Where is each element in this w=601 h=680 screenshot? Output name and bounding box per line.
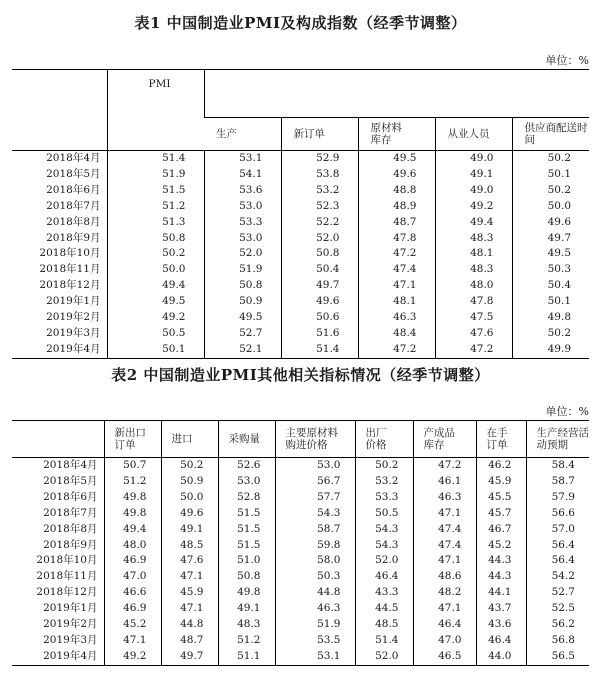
value-cell: 53.8	[281, 167, 358, 183]
value-cell: 50.1	[107, 342, 204, 358]
value-cell: 52.1	[204, 342, 281, 358]
value-cell: 53.0	[204, 199, 281, 215]
value-cell: 53.2	[355, 474, 413, 490]
table2-header-col-3-line1: 采购量	[228, 433, 260, 445]
value-cell: 48.0	[104, 538, 161, 554]
table1-header-col-2	[281, 118, 358, 151]
value-cell: 43.6	[476, 617, 526, 633]
table2-header-col-6	[413, 421, 476, 458]
value-cell: 49.1	[218, 601, 275, 617]
value-cell: 57.0	[526, 522, 589, 538]
value-cell: 51.6	[281, 326, 358, 342]
value-cell: 51.2	[218, 633, 275, 649]
value-cell: 49.2	[107, 310, 204, 326]
value-cell: 49.6	[512, 215, 589, 231]
value-cell: 49.4	[104, 522, 161, 538]
month-cell: 2019年2月	[43, 618, 98, 631]
table2-header-col-6-line2: 库存	[423, 439, 445, 451]
table1-header-col-3-line1: 原材料	[370, 122, 402, 134]
table-row	[12, 569, 589, 585]
table2-header-col-4	[275, 421, 355, 458]
value-cell: 49.5	[358, 151, 435, 167]
value-cell: 51.1	[218, 649, 275, 665]
value-cell: 51.3	[107, 215, 204, 231]
value-cell: 46.4	[355, 569, 413, 585]
table2-header-col-5-line1: 出厂	[365, 427, 387, 439]
value-cell: 44.0	[476, 649, 526, 665]
table-row	[12, 617, 589, 633]
value-cell: 44.3	[476, 569, 526, 585]
value-cell: 49.9	[512, 342, 589, 358]
value-cell: 51.4	[355, 633, 413, 649]
month-cell: 2019年3月	[43, 633, 98, 646]
value-cell: 47.2	[413, 458, 476, 474]
value-cell: 56.6	[526, 506, 589, 522]
value-cell: 50.1	[512, 294, 589, 310]
value-cell: 54.3	[355, 538, 413, 554]
table-row	[12, 294, 589, 310]
value-cell: 50.7	[104, 458, 161, 474]
value-cell: 58.0	[275, 553, 355, 569]
table-row	[12, 326, 589, 342]
table1-header-pmi: PMI	[107, 70, 204, 151]
value-cell: 49.6	[281, 294, 358, 310]
table1-title: 表1 中国制造业PMI及构成指数（经季节调整）	[134, 14, 467, 32]
value-cell: 46.5	[413, 649, 476, 665]
value-cell: 52.6	[218, 458, 275, 474]
value-cell: 48.0	[435, 278, 512, 294]
value-cell: 46.4	[413, 617, 476, 633]
month-cell: 2018年10月	[39, 247, 101, 260]
value-cell: 53.0	[275, 458, 355, 474]
value-cell: 51.4	[107, 151, 204, 167]
value-cell: 49.6	[161, 506, 218, 522]
table2-header-col-8-line2: 动预期	[536, 439, 568, 451]
value-cell: 50.0	[161, 490, 218, 506]
table2-header-col-1-line2: 订单	[114, 439, 136, 451]
value-cell: 50.8	[204, 278, 281, 294]
value-cell: 45.9	[476, 474, 526, 490]
table-row	[12, 553, 589, 569]
table-row	[12, 538, 589, 554]
table2-corner	[12, 421, 104, 458]
value-cell: 48.2	[413, 585, 476, 601]
month-cell: 2018年9月	[46, 231, 101, 244]
value-cell: 44.8	[275, 585, 355, 601]
table2-header-col-6-line1: 产成品	[423, 427, 455, 439]
value-cell: 50.8	[218, 569, 275, 585]
value-cell: 50.2	[512, 151, 589, 167]
table2-unit: 单位：%	[545, 405, 589, 418]
value-cell: 46.4	[476, 633, 526, 649]
value-cell: 48.5	[355, 617, 413, 633]
table-row	[12, 199, 589, 215]
table2-header-col-2	[161, 421, 218, 458]
table2-header-col-8	[526, 421, 589, 458]
value-cell: 45.2	[104, 617, 161, 633]
value-cell: 49.5	[512, 246, 589, 262]
value-cell: 50.2	[512, 183, 589, 199]
value-cell: 46.1	[413, 474, 476, 490]
value-cell: 47.1	[104, 633, 161, 649]
value-cell: 50.8	[107, 231, 204, 247]
value-cell: 43.3	[355, 585, 413, 601]
value-cell: 47.6	[435, 326, 512, 342]
table2-header-col-2-line1: 进口	[171, 433, 193, 445]
table-row	[12, 633, 589, 649]
value-cell: 52.7	[204, 326, 281, 342]
value-cell: 47.8	[358, 231, 435, 247]
table-row	[12, 310, 589, 326]
value-cell: 47.6	[161, 553, 218, 569]
value-cell: 46.7	[476, 522, 526, 538]
value-cell: 56.2	[526, 617, 589, 633]
month-cell: 2018年6月	[43, 490, 98, 503]
table-row	[12, 649, 589, 665]
table1-unit: 单位：%	[545, 54, 589, 67]
value-cell: 48.3	[435, 262, 512, 278]
value-cell: 53.1	[275, 649, 355, 665]
table2-header-col-5-line2: 价格	[365, 439, 387, 451]
month-cell: 2018年5月	[43, 474, 98, 487]
value-cell: 56.8	[526, 633, 589, 649]
value-cell: 48.1	[358, 294, 435, 310]
value-cell: 47.1	[413, 553, 476, 569]
month-cell: 2018年12月	[39, 279, 101, 292]
value-cell: 48.6	[413, 569, 476, 585]
value-cell: 47.4	[358, 262, 435, 278]
value-cell: 56.7	[275, 474, 355, 490]
table1-header-col-2-line1: 新订单	[293, 128, 325, 140]
table2-header-col-5	[355, 421, 413, 458]
value-cell: 52.3	[281, 199, 358, 215]
value-cell: 51.2	[104, 474, 161, 490]
value-cell: 47.0	[104, 569, 161, 585]
value-cell: 50.4	[281, 262, 358, 278]
table-row	[12, 522, 589, 538]
value-cell: 50.9	[204, 294, 281, 310]
value-cell: 49.0	[435, 151, 512, 167]
value-cell: 49.8	[104, 490, 161, 506]
value-cell: 50.0	[512, 199, 589, 215]
value-cell: 52.0	[355, 649, 413, 665]
value-cell: 47.4	[413, 538, 476, 554]
table2-header-col-7	[476, 421, 526, 458]
month-cell: 2019年2月	[46, 311, 101, 324]
table-row	[12, 278, 589, 294]
month-cell: 2019年1月	[46, 295, 101, 308]
value-cell: 44.8	[161, 617, 218, 633]
value-cell: 45.7	[476, 506, 526, 522]
table1-corner	[12, 70, 107, 151]
value-cell: 51.9	[107, 167, 204, 183]
value-cell: 44.5	[355, 601, 413, 617]
value-cell: 50.2	[161, 458, 218, 474]
value-cell: 53.1	[204, 151, 281, 167]
value-cell: 49.8	[104, 506, 161, 522]
value-cell: 47.1	[413, 506, 476, 522]
value-cell: 49.7	[161, 649, 218, 665]
table-row	[12, 151, 589, 167]
value-cell: 49.2	[435, 199, 512, 215]
value-cell: 56.5	[526, 649, 589, 665]
table1-header-col-5	[512, 118, 589, 151]
value-cell: 48.7	[161, 633, 218, 649]
value-cell: 50.4	[512, 278, 589, 294]
month-cell: 2018年11月	[39, 263, 101, 276]
value-cell: 51.2	[107, 199, 204, 215]
value-cell: 53.0	[218, 474, 275, 490]
value-cell: 48.9	[358, 199, 435, 215]
value-cell: 50.5	[355, 506, 413, 522]
table-row	[12, 342, 589, 358]
table-row	[12, 246, 589, 262]
month-cell: 2019年3月	[46, 326, 101, 339]
value-cell: 43.7	[476, 601, 526, 617]
value-cell: 47.2	[358, 342, 435, 358]
table-row	[12, 474, 589, 490]
table-row	[12, 215, 589, 231]
value-cell: 46.6	[104, 585, 161, 601]
value-cell: 54.3	[355, 522, 413, 538]
value-cell: 53.0	[204, 231, 281, 247]
value-cell: 53.2	[281, 183, 358, 199]
value-cell: 52.0	[281, 231, 358, 247]
value-cell: 47.1	[358, 278, 435, 294]
value-cell: 47.2	[435, 342, 512, 358]
value-cell: 46.3	[413, 490, 476, 506]
month-cell: 2018年5月	[46, 167, 101, 180]
value-cell: 52.2	[281, 215, 358, 231]
value-cell: 49.4	[107, 278, 204, 294]
table-row	[12, 167, 589, 183]
value-cell: 47.2	[358, 246, 435, 262]
table1-header-col-4	[435, 118, 512, 151]
table-row	[12, 585, 589, 601]
value-cell: 50.6	[281, 310, 358, 326]
table2-header-col-7-line1: 在手	[486, 427, 508, 439]
value-cell: 49.4	[435, 215, 512, 231]
value-cell: 51.5	[218, 506, 275, 522]
value-cell: 52.9	[281, 151, 358, 167]
table1-header-spacer	[204, 70, 589, 118]
value-cell: 48.3	[435, 231, 512, 247]
table2-header-col-1	[104, 421, 161, 458]
table-row	[12, 490, 589, 506]
value-cell: 49.7	[512, 231, 589, 247]
value-cell: 49.1	[161, 522, 218, 538]
value-cell: 51.5	[218, 538, 275, 554]
value-cell: 56.4	[526, 553, 589, 569]
value-cell: 51.9	[204, 262, 281, 278]
value-cell: 53.3	[355, 490, 413, 506]
value-cell: 52.0	[355, 553, 413, 569]
table-row	[12, 601, 589, 617]
table2-header-col-1-line1: 新出口	[114, 427, 146, 439]
value-cell: 48.4	[358, 326, 435, 342]
value-cell: 49.2	[104, 649, 161, 665]
value-cell: 54.2	[526, 569, 589, 585]
value-cell: 50.3	[275, 569, 355, 585]
table1-header-col-1	[204, 118, 281, 151]
table2-header-col-7-line2: 订单	[486, 439, 508, 451]
value-cell: 50.2	[512, 326, 589, 342]
month-cell: 2018年7月	[43, 506, 98, 519]
value-cell: 50.8	[281, 246, 358, 262]
value-cell: 47.1	[413, 601, 476, 617]
pmi-component-table	[12, 69, 589, 359]
table1-header-col-3	[358, 118, 435, 151]
table2-header-col-4-line1: 主要原材料	[285, 427, 338, 439]
month-cell: 2018年11月	[36, 570, 98, 583]
value-cell: 45.5	[476, 490, 526, 506]
value-cell: 50.3	[512, 262, 589, 278]
value-cell: 45.9	[161, 585, 218, 601]
table-row	[12, 458, 589, 474]
value-cell: 57.9	[526, 490, 589, 506]
value-cell: 58.7	[526, 474, 589, 490]
value-cell: 51.9	[275, 617, 355, 633]
value-cell: 52.7	[526, 585, 589, 601]
value-cell: 49.5	[204, 310, 281, 326]
value-cell: 51.4	[281, 342, 358, 358]
value-cell: 50.1	[512, 167, 589, 183]
value-cell: 46.9	[104, 553, 161, 569]
table2-header-col-3	[218, 421, 275, 458]
value-cell: 50.2	[107, 246, 204, 262]
value-cell: 57.7	[275, 490, 355, 506]
pmi-other-indicators-table	[12, 420, 589, 666]
value-cell: 49.5	[107, 294, 204, 310]
month-cell: 2019年4月	[43, 649, 98, 662]
month-cell: 2019年4月	[46, 342, 101, 355]
value-cell: 53.3	[204, 215, 281, 231]
value-cell: 49.8	[512, 310, 589, 326]
value-cell: 51.5	[218, 522, 275, 538]
month-cell: 2018年8月	[46, 215, 101, 228]
value-cell: 46.9	[104, 601, 161, 617]
value-cell: 45.2	[476, 538, 526, 554]
value-cell: 50.9	[161, 474, 218, 490]
value-cell: 52.5	[526, 601, 589, 617]
value-cell: 47.8	[435, 294, 512, 310]
value-cell: 54.1	[204, 167, 281, 183]
table1-header-col-4-line1: 从业人员	[447, 128, 490, 140]
value-cell: 50.5	[107, 326, 204, 342]
table-row	[12, 506, 589, 522]
table-row	[12, 231, 589, 247]
value-cell: 59.8	[275, 538, 355, 554]
value-cell: 48.5	[161, 538, 218, 554]
value-cell: 48.1	[435, 246, 512, 262]
value-cell: 53.6	[204, 183, 281, 199]
value-cell: 44.3	[476, 553, 526, 569]
value-cell: 47.1	[161, 601, 218, 617]
month-cell: 2018年8月	[43, 522, 98, 535]
value-cell: 56.4	[526, 538, 589, 554]
value-cell: 53.5	[275, 633, 355, 649]
table1-header-col-1-line1: 生产	[216, 128, 237, 140]
value-cell: 48.7	[358, 215, 435, 231]
value-cell: 49.0	[435, 183, 512, 199]
value-cell: 46.3	[275, 601, 355, 617]
table1-header-col-5-line2: 间	[524, 134, 535, 146]
table-row	[12, 183, 589, 199]
table2-title: 表2 中国制造业PMI其他相关指标情况（经季节调整）	[111, 366, 490, 384]
value-cell: 48.3	[218, 617, 275, 633]
month-cell: 2018年4月	[12, 458, 104, 474]
value-cell: 46.2	[476, 458, 526, 474]
month-cell: 2018年7月	[46, 199, 101, 212]
value-cell: 47.5	[435, 310, 512, 326]
value-cell: 58.7	[275, 522, 355, 538]
value-cell: 54.3	[275, 506, 355, 522]
value-cell: 47.1	[161, 569, 218, 585]
value-cell: 47.0	[413, 633, 476, 649]
value-cell: 49.1	[435, 167, 512, 183]
month-cell: 2018年12月	[36, 586, 98, 599]
value-cell: 44.1	[476, 585, 526, 601]
table-row	[12, 262, 589, 278]
month-cell: 2019年1月	[43, 602, 98, 615]
table1-header-col-5-line1: 供应商配送时	[524, 122, 588, 134]
value-cell: 58.4	[526, 458, 589, 474]
value-cell: 49.6	[358, 167, 435, 183]
value-cell: 49.8	[218, 585, 275, 601]
table1-header-col-3-line2: 库存	[370, 134, 392, 146]
value-cell: 50.2	[355, 458, 413, 474]
value-cell: 49.7	[281, 278, 358, 294]
value-cell: 48.8	[358, 183, 435, 199]
month-cell: 2018年6月	[46, 183, 101, 196]
value-cell: 51.5	[107, 183, 204, 199]
value-cell: 50.0	[107, 262, 204, 278]
table2-header-col-8-line1: 生产经营活	[536, 427, 589, 439]
value-cell: 46.3	[358, 310, 435, 326]
value-cell: 52.0	[204, 246, 281, 262]
value-cell: 51.0	[218, 553, 275, 569]
value-cell: 52.8	[218, 490, 275, 506]
month-cell: 2018年10月	[36, 554, 98, 567]
month-cell: 2018年9月	[43, 538, 98, 551]
table2-header-col-4-line2: 购进价格	[285, 439, 328, 451]
month-cell: 2018年4月	[12, 151, 107, 167]
value-cell: 47.4	[413, 522, 476, 538]
